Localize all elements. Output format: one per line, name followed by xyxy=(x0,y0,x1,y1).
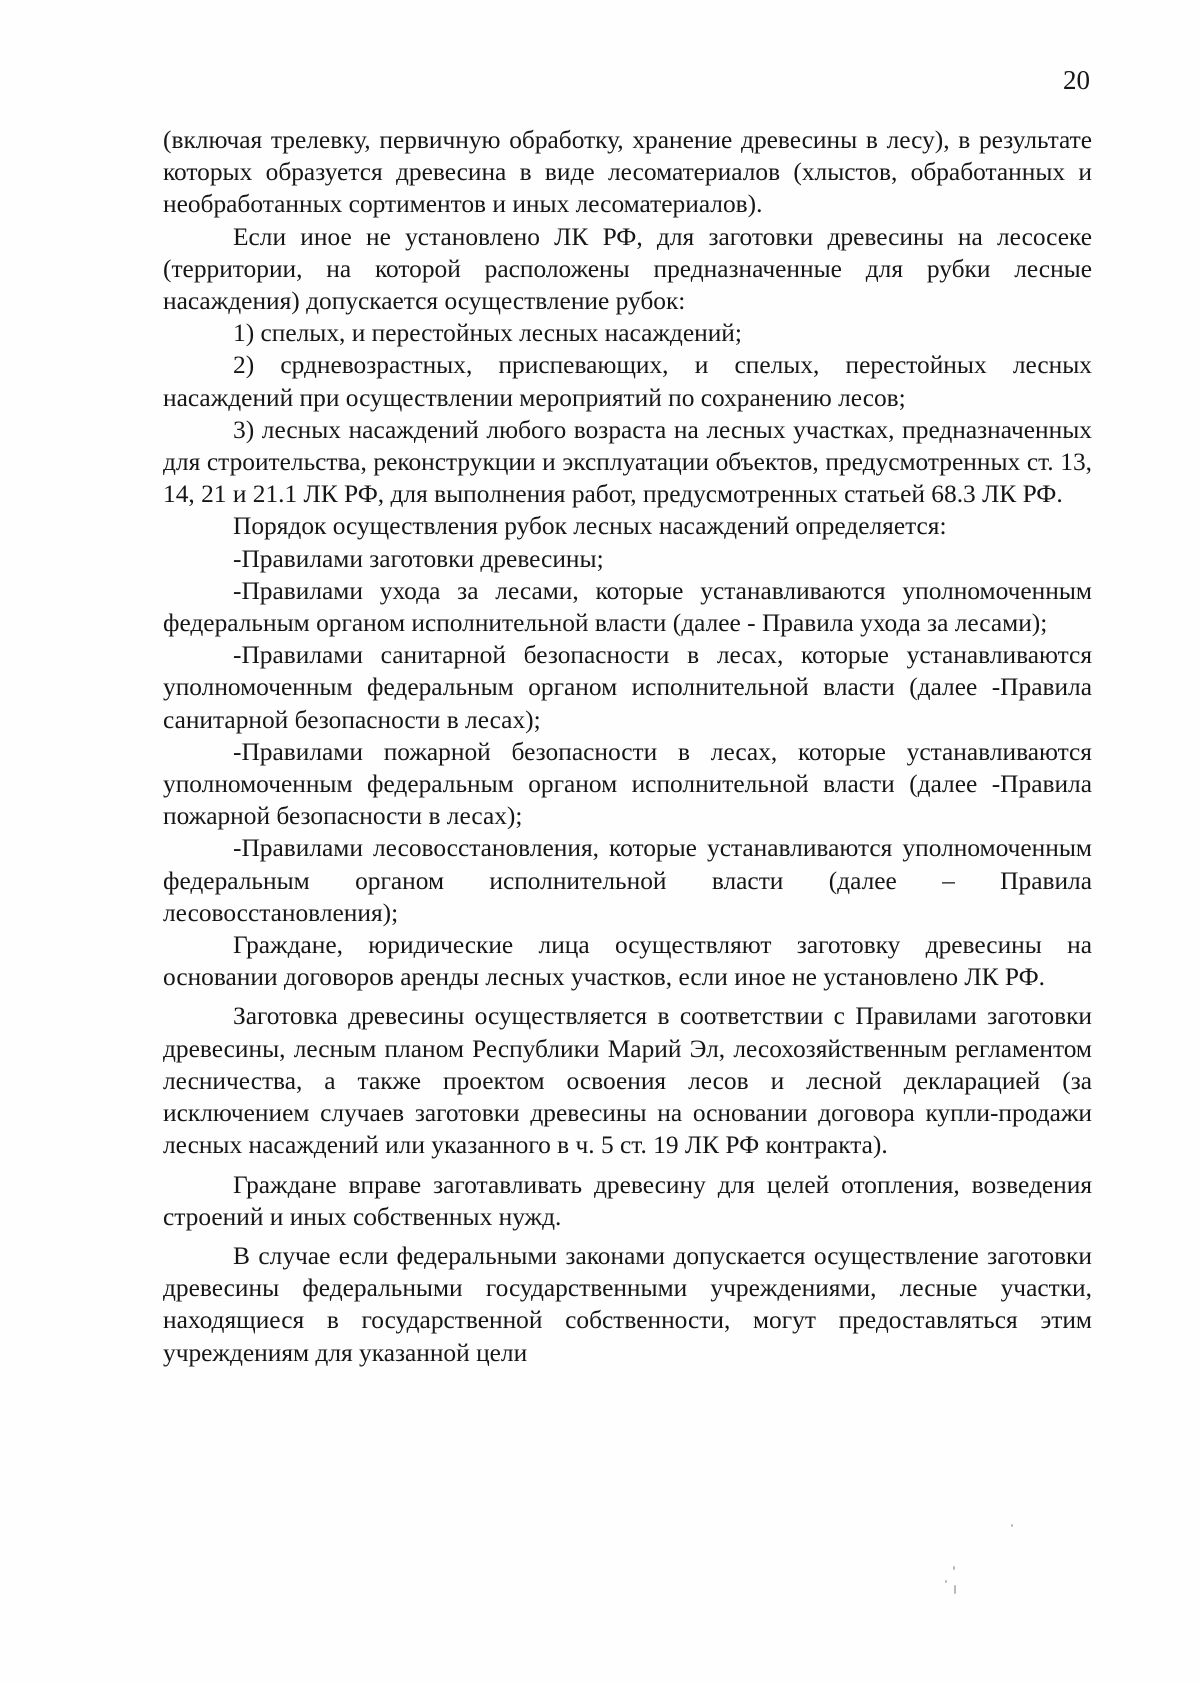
paragraph-citizens-lease: Граждане, юридические лица осуществляют заготовку древесины на основании договоров аренды лесных участков, если иное не установлено ЛК РФ. xyxy=(163,931,1092,992)
scan-artifact xyxy=(1011,1524,1013,1527)
paragraph-citizens-own-needs: Граждане вправе заготавливать древесину для целей отопления, возведения строений и иных собственных нужд. xyxy=(163,1170,1092,1231)
paragraph-logging-permitted: Если иное не установлено ЛК РФ, для заготовки древесины на лесосеке (территории, на которой расположены предназначенные для рубки лесные насаждения) допускается осуществление рубок: xyxy=(163,222,1092,316)
list-item-2: 2) срдневозрастных, приспевающих, и спелых, перестойных лесных насаждений при осуществлении мероприятий по сохранению лесов; xyxy=(163,351,1092,412)
rules-item-sanitary-safety: -Правилами санитарной безопасности в лесах, которые устанавливаются уполномоченным федеральным органом исполнительной власти (далее -Правила санитарной безопасности в лесах); xyxy=(163,641,1092,734)
list-item-1: 1) спелых, и перестойных лесных насаждений; xyxy=(233,319,742,348)
page-number: 20 xyxy=(1063,65,1090,95)
list-item-3: 3) лесных насаждений любого возраста на лесных участках, предназначенных для строительства, реконструкции и эксплуатации объектов, предусмотренных ст. 13, 14, 21 и 21.1 ЛК РФ, для выполнения работ, предусмотренных статьей 68.3 ЛК РФ. xyxy=(163,415,1092,509)
rules-item-reforestation: -Правилами лесовосстановления, которые устанавливаются уполномоченным федеральным органом исполнительной власти (далее – Правила лесовосстановления); xyxy=(163,834,1092,927)
paragraph-harvesting-compliance: Заготовка древесины осуществляется в соответствии с Правилами заготовки древесины, лесным планом Республики Марий Эл, лесохозяйственным регламентом лесничества, а также проектом освоения лесов и лесной декларацией (за исключением случаев заготовки древесины на основании договора купли-продажи лесных насаждений или указанного в ч. 5 ст. 19 ЛК РФ контракта). xyxy=(163,1002,1092,1160)
scan-artifact xyxy=(945,1580,947,1583)
scan-artifact xyxy=(954,1585,956,1594)
scan-artifact xyxy=(953,1566,955,1570)
rules-item-forest-care: -Правилами ухода за лесами, которые устанавливаются уполномоченным федеральным органом исполнительной власти (далее - Правила ухода за лесами); xyxy=(163,576,1092,638)
rules-item-harvesting: -Правилами заготовки древесины; xyxy=(233,544,604,573)
paragraph-federal-institutions: В случае если федеральными законами допускается осуществление заготовки древесины федеральными государственными учреждениями, лесные участки, находящиеся в государственной собственности, могут предоставляться этим учреждениям для указанной цели xyxy=(163,1241,1092,1367)
paragraph-procedure-heading: Порядок осуществления рубок лесных насаждений определяется: xyxy=(233,512,947,541)
paragraph-continuation: (включая трелевку, первичную обработку, хранение древесины в лесу), в результате которых образуется древесина в виде лесоматериалов (хлыстов, обработанных и необработанных сортиментов и иных лесоматериалов). xyxy=(163,126,1092,219)
document-body xyxy=(163,124,1092,1369)
rules-item-fire-safety: -Правилами пожарной безопасности в лесах, которые устанавливаются уполномоченным федеральным органом исполнительной власти (далее -Правила пожарной безопасности в лесах); xyxy=(163,737,1092,831)
